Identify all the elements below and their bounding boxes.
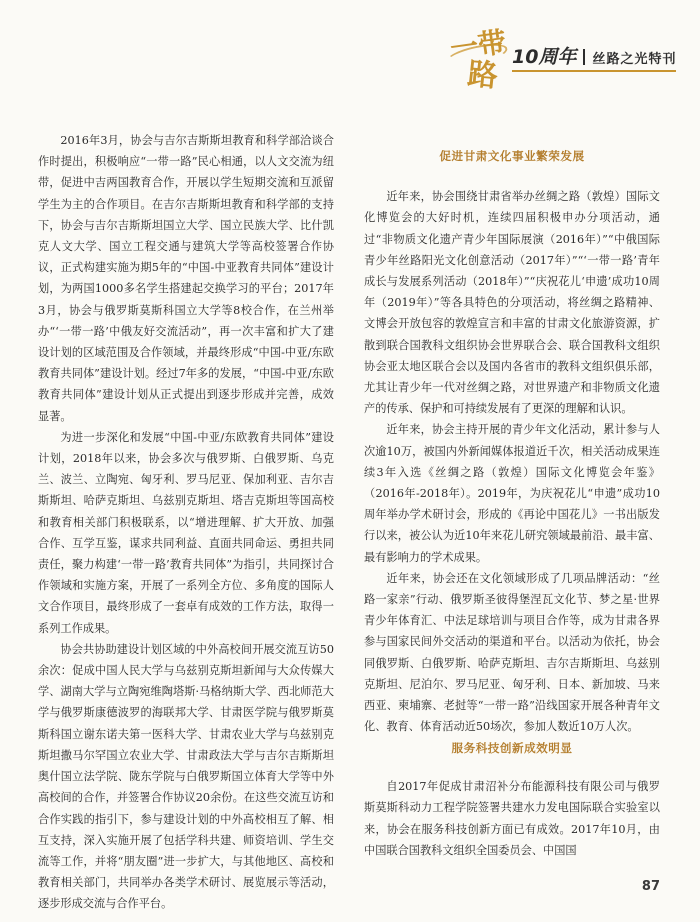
logo-char-top: 一带 (448, 25, 509, 66)
bottom-section (364, 738, 660, 861)
left-paragraph-1: 2016年3月，协会与吉尔吉斯斯坦教育和科学部洽谈合作时提出，积极响应“一带一路”民心相通，以人文交流为纽带，促进中吉两国教育合作，开展以学生短期交流和互派留学生为主的合作项目。在吉尔吉斯斯坦教育和科学部的支持下，协会与吉尔吉斯斯坦国立大学、国立民族大学、比什凯克人文大学、国立工程交通与建筑大学等高校签署合作协议，正式构建实施为期5年的“中国-中亚教育共同体”建设计划，为两国1000多名学生搭建起交换学习的平台；2017年3月，协会与俄罗斯莫斯科国立大学等8校合作，在兰州举办“‘一带一路’中俄友好交流活动”，再一次丰富和扩大了建设计划的区域范围及合作领域，并最终形成“中国-中亚/东欧教育共同体”建设计划。经过7年多的发展，“中国-中亚/东欧教育共同体”建设计划从正式提出到逐步形成并完善，成效显著。 (38, 134, 334, 423)
right-column (364, 130, 660, 737)
header-rule (512, 70, 676, 72)
belt-and-road-logo (446, 20, 509, 95)
section-title-technology: 服务科技创新成效明显 (451, 741, 573, 755)
page-header (446, 20, 677, 95)
header-separator (583, 49, 585, 65)
bottom-paragraph: 自2017年促成甘肃沼补分布能源科技有限公司与俄罗斯莫斯科动力工程学院签署共建水力发电国际联合实验室以来，协会在服务科技创新方面已有成效。2017年10月，由中国联合国教科文组织全国委员会、中国国 (364, 780, 660, 857)
special-issue-label: 丝路之光特刊 (592, 52, 677, 67)
header-title (512, 42, 676, 69)
left-paragraph-3: 协会共协助建设计划区域的中外高校间开展交流互访50余次：促成中国人民大学与乌兹别克斯坦新闻与大众传媒大学、湖南大学与立陶宛维陶塔斯·马格纳斯大学、西北师范大学与俄罗斯康德波罗的海联邦大学、甘肃医学院与俄罗斯莫斯科国立谢东诺夫第一医科大学、甘肃农业大学与乌兹别克斯坦撒马尔罕国立农业大学、甘肃政法大学与吉尔吉斯斯坦奥什国立法学院、陇东学院与白俄罗斯国立体育大学等中外高校间的合作，并签署合作协议20余份。在这些交流互访和合作实践的指引下，参与建设计划的中外高校相互了解、相互支持，深入实施开展了包括学科共建、师资培训、学生交流等工作，并将“朋友圈”进一步扩大，与其他地区、高校和教育相关部门，共同举办各类学术研讨、展览展示等活动，逐步形成交流与合作平台。 (38, 642, 334, 911)
left-column (38, 130, 334, 915)
right-paragraph-1: 近年来，协会围绕甘肃省举办丝绸之路（敦煌）国际文化博览会的大好时机，连续四届积极申办分项活动，通过“非物质文化遗产青少年国际展演（2016年）”“中俄国际青少年丝路阳光文化创意活动（2017年）”“‘一带一路’青年成长与发展系列活动（2018年）”“庆祝花儿‘申遗’成功10周年（2019年）”等各具特色的分项活动，将丝绸之路精神、文博会开放包容的敦煌宣言和丰富的甘肃文化旅游资源，扩散到联合国教科文组织协会世界联合会、联合国教科文组织协会亚太地区联合会以及国内各省市的教科文组织俱乐部，尤其让青少年一代对丝绸之路，对世界遗产和非物质文化遗产的传承、保护和可持续发展有了更深的理解和认识。 (364, 190, 660, 416)
page-number: 87 (641, 879, 660, 894)
anniversary-label: 10周年 (512, 46, 577, 68)
right-paragraph-3: 近年来，协会还在文化领域形成了几项品牌活动：“丝路一家亲”行动、俄罗斯圣彼得堡涅瓦文化节、梦之星·世界青少年体育汇、中法足球培训与项目合作等，成为甘肃各界参与国家民间外交活动的渠道和平台。以活动为依托，协会同俄罗斯、白俄罗斯、哈萨克斯坦、吉尔吉斯斯坦、乌兹别克斯坦、尼泊尔、罗马尼亚、匈牙利、日本、新加坡、马来西亚、柬埔寨、老挝等“一带一路”沿线国家开展各种青年文化、教育、体育活动近50场次，参加人数近10万人次。 (364, 571, 660, 734)
left-paragraph-2: 为进一步深化和发展“中国-中亚/东欧教育共同体”建设计划，2018年以来，协会多次与俄罗斯、白俄罗斯、乌克兰、波兰、立陶宛、匈牙利、罗马尼亚、保加利亚、吉尔吉斯斯坦、哈萨克斯坦、乌兹别克斯坦、塔吉克斯坦等国高校和教育相关部门积极联系，以“增进理解、扩大开放、加强合作、互学互鉴，谋求共同利益、直面共同命运、勇担共同责任，聚力构建‘一带一路’教育共同体”为指引，共同探讨合作领域和实施方案，开展了一系列全方位、多角度的国际人文合作项目，最终形成了一套卓有成效的工作方法，取得一系列工作成果。 (38, 430, 334, 635)
section-title-culture: 促进甘肃文化事业繁荣发展 (439, 149, 585, 163)
logo-char-bottom: 路 (465, 56, 500, 95)
right-paragraph-2: 近年来，协会主持开展的青少年文化活动，累计参与人次逾10万，被国内外新闻媒体报道近千次，相关活动成果连续3年入选《丝绸之路（敦煌）国际文化博览会年鉴》（2016年-2018年）。2019年，为庆祝花儿“申遗”成功10周年举办学术研讨会，形成的《再论中国花儿》一书出版发行以来，被公认为近10年来花儿研究领域最前沿、最丰富、最有影响力的学术成果。 (364, 423, 660, 564)
